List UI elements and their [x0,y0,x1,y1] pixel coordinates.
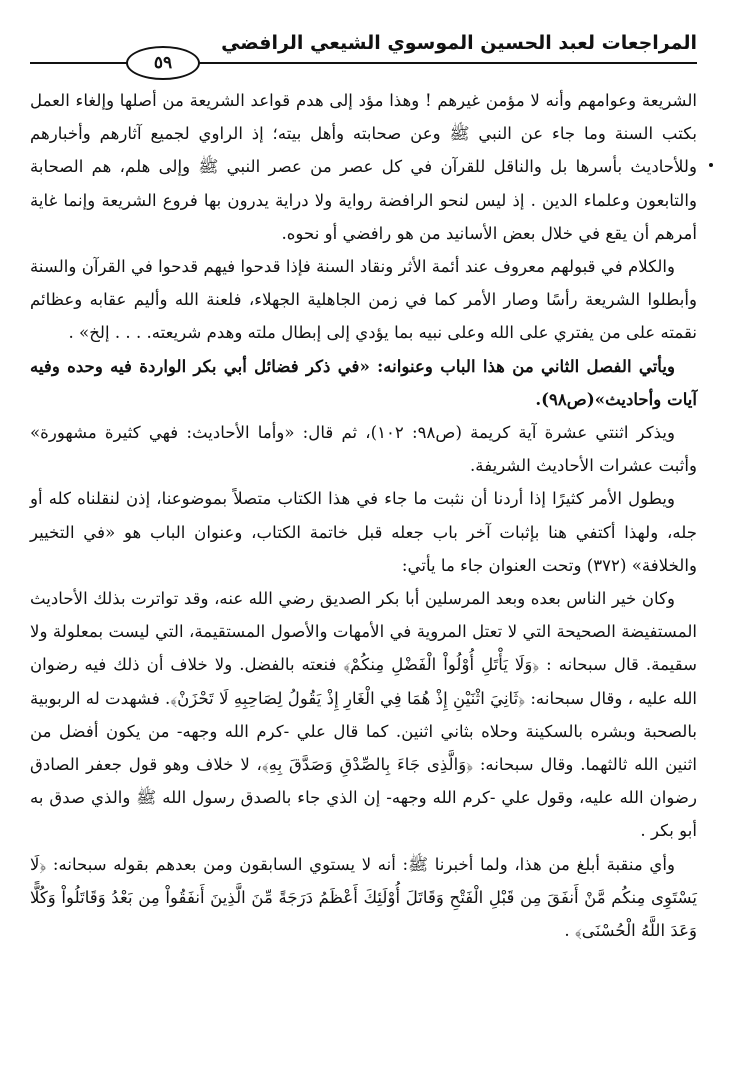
paragraph-2: والكلام في قبولهم معروف عند أئمة الأثر ونقاد السنة فإذا قدحوا فيهم قدحوا في القرآن والسنة وأبطلوا الشريعة رأسًا وصار الأمر كما في زمن الجاهلية الجهلاء، فلعنة الله وأليم عقابه وعظائم نقمته على من يفتري على الله وعلى نبيه بما يؤدي إلى إبطال ملته وهدم شريعته. . . . إلخ» . [30,257,697,343]
page-number: ٥٩ [126,46,200,80]
paragraph-4: ويذكر اثنتي عشرة آية كريمة (ص٩٨: ١٠٢)، ثم قال: «وأما الأحاديث: فهي كثيرة مشهورة» وأثبت عشرات الأحاديث الشريفة. [30,423,697,476]
page-header [30,28,697,73]
body-text [30,84,697,947]
margin-mark [709,163,713,167]
paragraph-5: ويطول الأمر كثيرًا إذا أردنا أن نثبت ما جاء في هذا الكتاب متصلاً بموضوعنا، إذن لنقلناه كله أو جله، ولهذا أكتفي هنا بإثبات آخر باب جعله قبل خاتمة الكتاب، وعنوان الباب هو «في التخيير والخلافة» (٣٧٢) وتحت العنوان جاء ما يأتي: [30,489,697,575]
paragraph-6: وكان خير الناس بعده وبعد المرسلين أبا بكر الصديق رضي الله عنه، وقد تواترت بذلك الأحاديث المستفيضة الصحيحة التي لا تعتل المروية في الأمهات والأصول المستقيمة، التي ليست بمعلولة ولا سقيمة. قال سبحانه : ﴿وَلَا يَأْتَلِ أُوْلُواْ الْفَضْلِ مِنكُمْ﴾ فنعته بالفضل. ولا خلاف أن ذلك فيه رضوان الله عليه ، وقال سبحانه: ﴿ثَانِيَ اثْنَيْنِ إِذْ هُمَا فِي الْغَارِ إِذْ يَقُولُ لِصَاحِبِهِ لَا تَحْزَنْ﴾. فشهدت له الربوبية بالصحبة وبشره بالسكينة وحلاه بثاني اثنين. كما قال علي -كرم الله وجهه- من يكون أفضل من اثنين الله ثالثهما. وقال سبحانه: ﴿وَالَّذِى جَاءَ بِالصِّدْقِ وَصَدَّقَ بِهِ﴾، لا خلاف وهو قول جعفر الصادق رضوان الله عليه، وقول علي -كرم الله وجهه- إن الذي جاء بالصدق رسول الله ﷺ والذي صدق به أبو بكر . [30,589,697,841]
paragraph-1: الشريعة وعوامهم وأنه لا مؤمن غيرهم ! وهذا مؤد إلى هدم قواعد الشريعة من أصلها وإلغاء العمل بكتب السنة وما جاء عن النبي ﷺ وعن صحابته وأهل بيته؛ إذ الراوي لجميع آثارهم وأخبارهم وللأحاديث بأسرها بل والناقل للقرآن في كل عصر من عصر النبي ﷺ وإلى هلم، هم الصحابة والتابعون وعلماء الدين . إذ ليس لنحو الرافضة رواية ولا دراية يدرون بها فروع الشريعة وإنما غاية أمرهم أن يقع في خلال بعض الأسانيد من هو رافضي أو نحوه. [30,91,697,243]
paragraph-3: ويأتي الفصل الثاني من هذا الباب وعنوانه: «في ذكر فضائل أبي بكر الواردة فيه وحده وفيه آيات وأحاديث»(ص٩٨). [30,355,697,409]
paragraph-7: وأي منقبة أبلغ من هذا، ولما أخبرنا ﷺ: أنه لا يستوي السابقون ومن بعدهم بقوله سبحانه: ﴿لَا يَسْتَوِى مِنكُم مَّنْ أَنفَقَ مِن قَبْلِ الْفَتْحِ وَقَاتَلَ أُوْلَئِكَ أَعْظَمُ دَرَجَةً مِّنَ الَّذِينَ أَنفَقُواْ مِن بَعْدُ وَقَاتَلُواْ وَكُلًّا وَعَدَ اللَّهُ الْحُسْنَى﴾ . [30,854,697,941]
running-title: المراجعات لعبد الحسين الموسوي الشيعي الرافضي [221,32,697,54]
